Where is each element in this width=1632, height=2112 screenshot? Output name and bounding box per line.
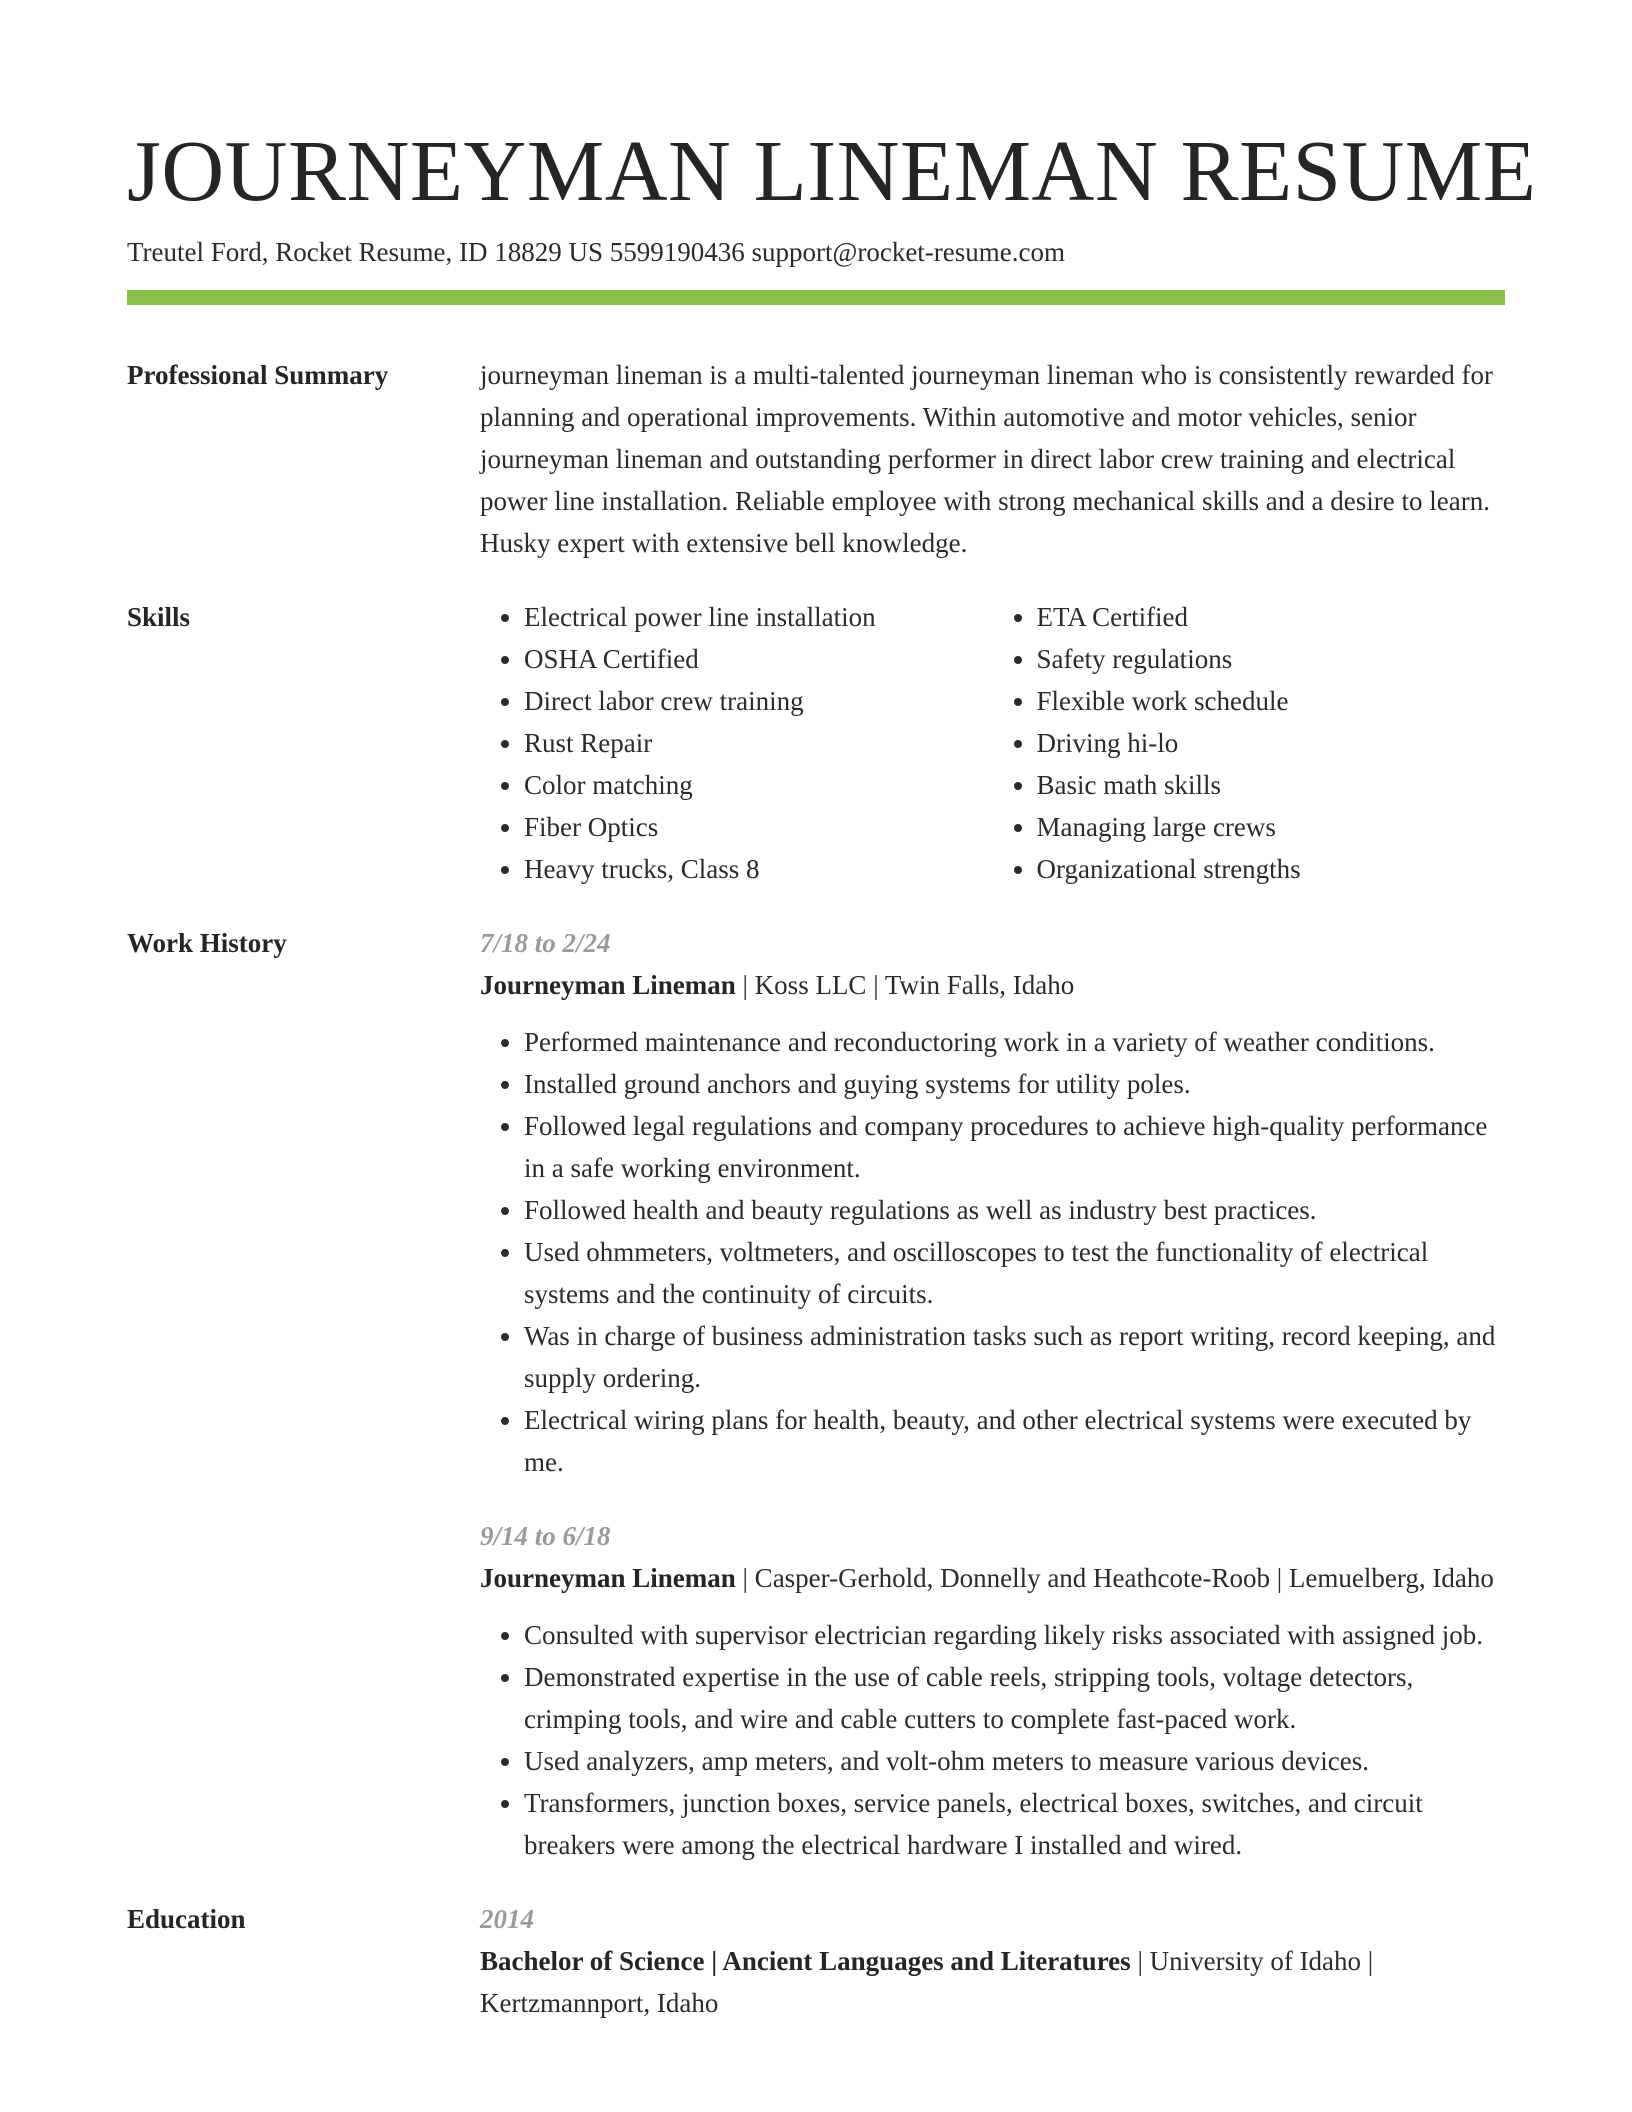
job-bullet: • Consulted with supervisor electrician regarding likely risks associated with assigned job. [524, 1614, 1505, 1656]
skills-section [127, 596, 1505, 890]
job-bullet: • Followed health and beauty regulations as well as industry best practices. [524, 1189, 1505, 1231]
skill-item: • Flexible work schedule [1037, 680, 1506, 722]
job-bullets [480, 1614, 1505, 1866]
section-heading: Work History [127, 928, 287, 958]
work-history-section [127, 922, 1505, 1866]
job-date: 7/18 to 2/24 [480, 928, 611, 958]
job-entry [480, 922, 1505, 1483]
job-bullet: • Followed legal regulations and company procedures to achieve high-quality performance in a safe working environment. [524, 1105, 1505, 1189]
summary-text: journeyman lineman is a multi-talented journeyman lineman who is consistently rewarded for planning and operational improvements. Within automotive and motor vehicles, senior journeyman lineman and outstanding performer in direct labor crew training and electrical power line installation. Reliable employee with strong mechanical skills and a desire to learn. Husky expert with extensive bell knowledge. [480, 360, 1493, 558]
skill-item: • Managing large crews [1037, 806, 1506, 848]
job-bullet: • Was in charge of business administration tasks such as report writing, record keeping, and supply ordering. [524, 1315, 1505, 1399]
education-details: | University of Idaho | Kertzmannport, Idaho [480, 1946, 1374, 2018]
skill-item: • Electrical power line installation [524, 596, 993, 638]
skill-item: • Safety regulations [1037, 638, 1506, 680]
job-title: Journeyman Lineman [480, 1563, 736, 1593]
job-details: | Casper-Gerhold, Donnelly and Heathcote-Roob | Lemuelberg, Idaho [735, 1563, 1494, 1593]
job-bullet: • Installed ground anchors and guying systems for utility poles. [524, 1063, 1505, 1105]
skill-item: • ETA Certified [1037, 596, 1506, 638]
skill-item: • OSHA Certified [524, 638, 993, 680]
job-bullet: • Used analyzers, amp meters, and volt-ohm meters to measure various devices. [524, 1740, 1505, 1782]
skills-column-right [993, 596, 1506, 890]
job-line [480, 1557, 1505, 1599]
skill-item: • Color matching [524, 764, 993, 806]
job-bullet: • Used ohmmeters, voltmeters, and oscilloscopes to test the functionality of electrical systems and the continuity of circuits. [524, 1231, 1505, 1315]
education-date: 2014 [480, 1904, 534, 1934]
job-entry [480, 1515, 1505, 1866]
job-line [480, 964, 1505, 1006]
education-entry [480, 1898, 1505, 2024]
accent-divider [127, 290, 1505, 305]
job-bullet: • Demonstrated expertise in the use of cable reels, stripping tools, voltage detectors, crimping tools, and wire and cable cutters to complete fast-paced work. [524, 1656, 1505, 1740]
job-bullets [480, 1021, 1505, 1483]
skill-item: • Heavy trucks, Class 8 [524, 848, 993, 890]
job-bullet: • Performed maintenance and reconductoring work in a variety of weather conditions. [524, 1021, 1505, 1063]
resume-title: JOURNEYMAN LINEMAN RESUME [127, 122, 1537, 219]
job-date: 9/14 to 6/18 [480, 1521, 611, 1551]
skill-item: • Basic math skills [1037, 764, 1506, 806]
section-heading: Professional Summary [127, 360, 389, 390]
contact-line: Treutel Ford, Rocket Resume, ID 18829 US 5599190436 support@rocket-resume.com [127, 237, 1065, 267]
job-title: Journeyman Lineman [480, 970, 736, 1000]
skill-item: • Organizational strengths [1037, 848, 1506, 890]
degree-title: Bachelor of Science | Ancient Languages and Literatures [480, 1946, 1131, 1976]
skill-item: • Direct labor crew training [524, 680, 993, 722]
section-heading: Education [127, 1904, 246, 1934]
education-section [127, 1898, 1505, 2024]
jobs-list [480, 922, 1505, 1866]
section-heading: Skills [127, 602, 191, 632]
skill-item: • Rust Repair [524, 722, 993, 764]
skill-item: • Driving hi-lo [1037, 722, 1506, 764]
job-details: | Koss LLC | Twin Falls, Idaho [735, 970, 1075, 1000]
resume-page [127, 118, 1537, 2024]
job-bullet: • Electrical wiring plans for health, beauty, and other electrical systems were executed by me. [524, 1399, 1505, 1483]
summary-section [127, 354, 1505, 564]
skills-column-left [480, 596, 993, 890]
education-line [480, 1940, 1505, 2024]
job-bullet: • Transformers, junction boxes, service panels, electrical boxes, switches, and circuit breakers were among the electrical hardware I installed and wired. [524, 1782, 1505, 1866]
skills-grid [480, 596, 1505, 890]
skill-item: • Fiber Optics [524, 806, 993, 848]
